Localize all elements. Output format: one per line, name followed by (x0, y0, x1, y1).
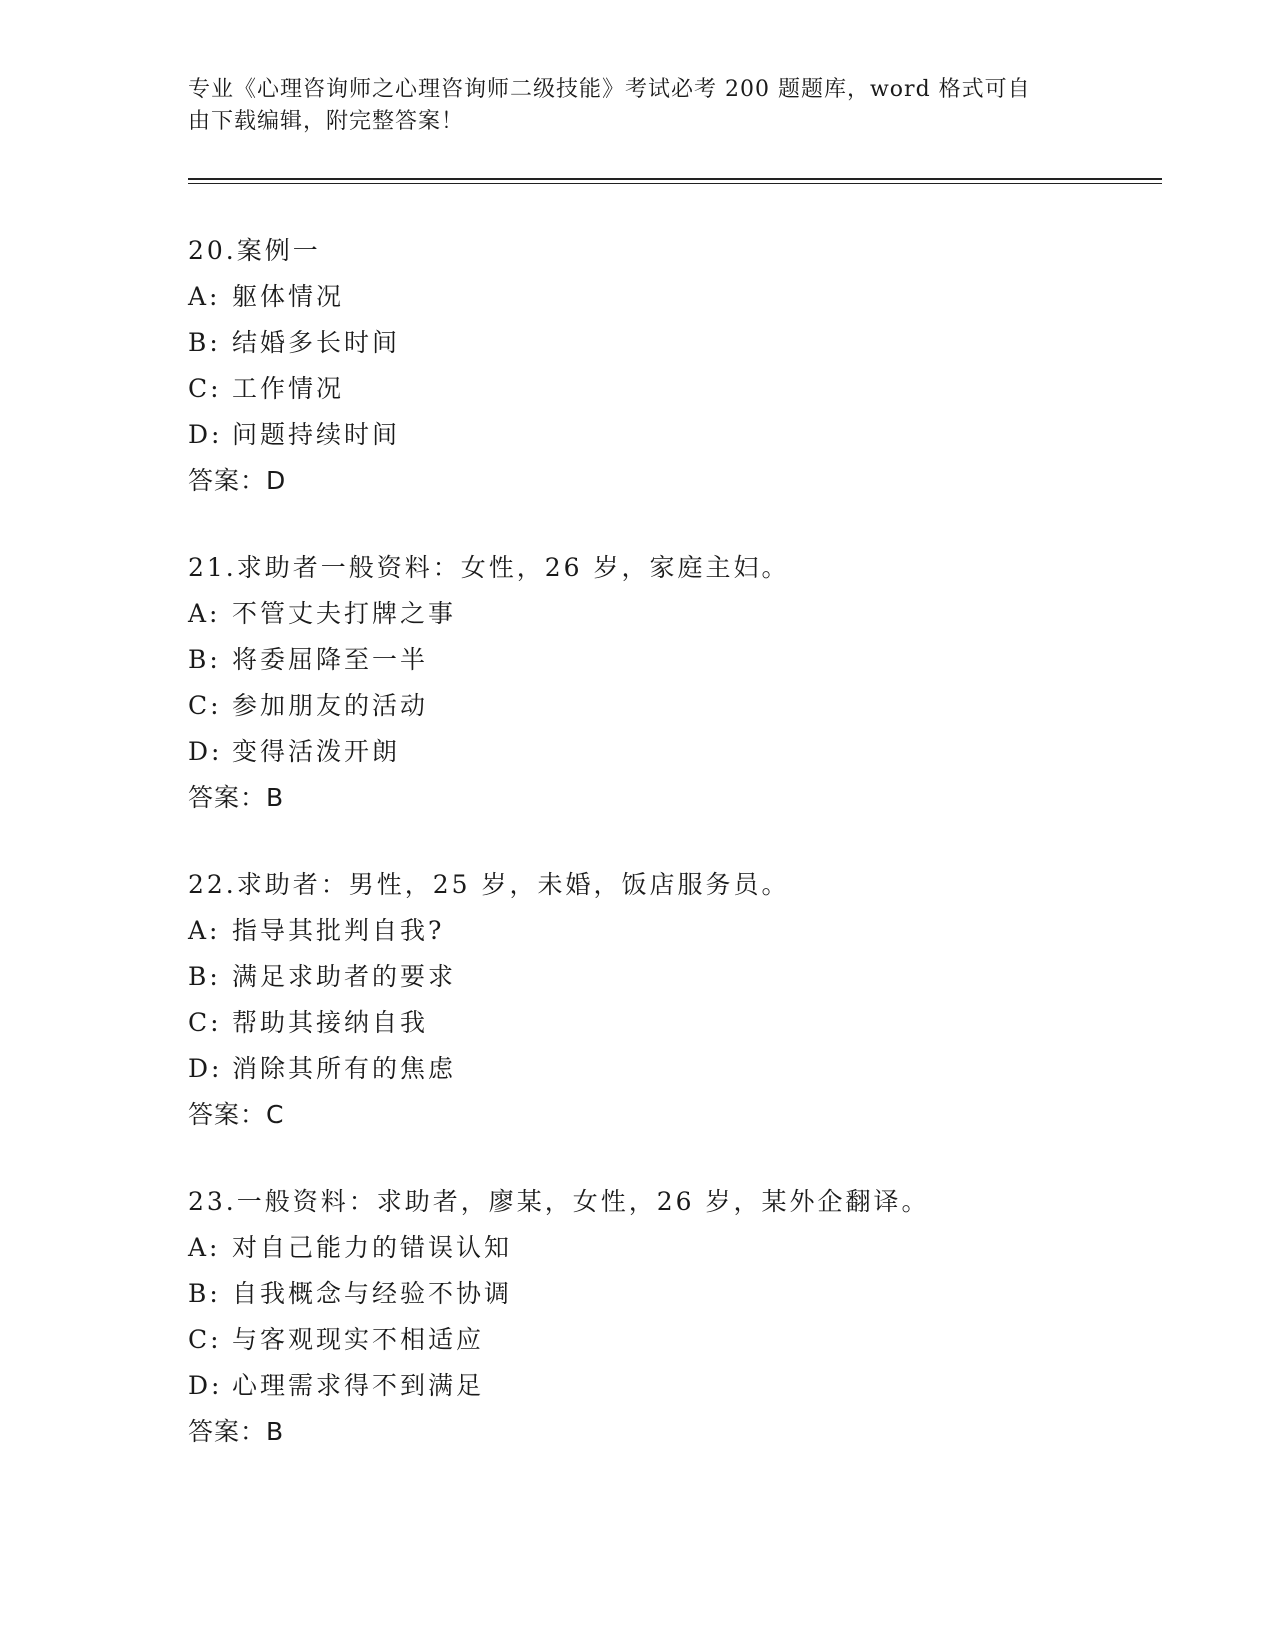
option-c (188, 366, 1148, 412)
option-letter: B: (188, 962, 221, 991)
option-d (188, 412, 1148, 458)
option-letter: D: (188, 1054, 223, 1083)
option-letter: C: (188, 1325, 222, 1354)
option-letter: B: (188, 645, 221, 674)
option-text: 帮助其接纳自我 (232, 1008, 429, 1037)
answer-text: 答案：B (188, 1417, 285, 1446)
option-text: 结婚多长时间 (232, 328, 401, 357)
option-text: 对自己能力的错误认知 (232, 1233, 513, 1262)
option-text: 满足求助者的要求 (232, 962, 457, 991)
option-letter: C: (188, 1008, 222, 1037)
option-text: 参加朋友的活动 (232, 691, 429, 720)
option-letter: D: (188, 1371, 223, 1400)
option-c (188, 1000, 1148, 1046)
header-line-2: 由下载编辑，附完整答案！ (188, 109, 465, 134)
question-stem: 23.一般资料：求助者，廖某，女性，26 岁，某外企翻译。 (188, 1187, 930, 1216)
option-text: 躯体情况 (232, 282, 345, 311)
option-text: 与客观现实不相适应 (232, 1325, 485, 1354)
option-b (188, 320, 1148, 366)
option-letter: D: (188, 420, 223, 449)
option-d (188, 1046, 1148, 1092)
option-d (188, 1363, 1148, 1409)
option-c (188, 1317, 1148, 1363)
question-stem: 21.求助者一般资料：女性，26 岁，家庭主妇。 (188, 553, 790, 582)
option-text: 问题持续时间 (232, 420, 401, 449)
option-text: 工作情况 (232, 374, 345, 403)
question-block (188, 862, 1148, 1138)
option-b (188, 954, 1148, 1000)
option-letter: A: (188, 916, 221, 945)
option-text: 变得活泼开朗 (232, 737, 401, 766)
question-stem: 20.案例一 (188, 236, 321, 265)
option-a (188, 1225, 1148, 1271)
question-block (188, 228, 1148, 504)
option-a (188, 908, 1148, 954)
answer-text: 答案：B (188, 783, 285, 812)
question-stem: 22.求助者：男性，25 岁，未婚，饭店服务员。 (188, 870, 790, 899)
option-letter: B: (188, 328, 221, 357)
option-letter: A: (188, 1233, 221, 1262)
document-header (188, 74, 1088, 138)
answer-text: 答案：D (188, 466, 287, 495)
option-letter: D: (188, 737, 223, 766)
option-a (188, 591, 1148, 637)
question-block (188, 545, 1148, 821)
option-letter: C: (188, 691, 222, 720)
option-text: 心理需求得不到满足 (232, 1371, 485, 1400)
option-text: 自我概念与经验不协调 (232, 1279, 513, 1308)
option-letter: B: (188, 1279, 221, 1308)
option-text: 指导其批判自我? (232, 916, 445, 945)
option-letter: A: (188, 599, 221, 628)
option-d (188, 729, 1148, 775)
option-text: 将委屈降至一半 (232, 645, 429, 674)
option-text: 消除其所有的焦虑 (232, 1054, 457, 1083)
option-b (188, 1271, 1148, 1317)
answer-text: 答案：C (188, 1100, 285, 1129)
header-divider-thick (188, 178, 1162, 180)
option-a (188, 274, 1148, 320)
option-b (188, 637, 1148, 683)
header-divider-thin (188, 183, 1162, 184)
option-text: 不管丈夫打牌之事 (232, 599, 457, 628)
option-letter: C: (188, 374, 222, 403)
option-letter: A: (188, 282, 221, 311)
option-c (188, 683, 1148, 729)
question-block (188, 1179, 1148, 1455)
header-line-1: 专业《心理咨询师之心理咨询师二级技能》考试必考 200 题题库，word 格式可自 (188, 77, 1031, 102)
